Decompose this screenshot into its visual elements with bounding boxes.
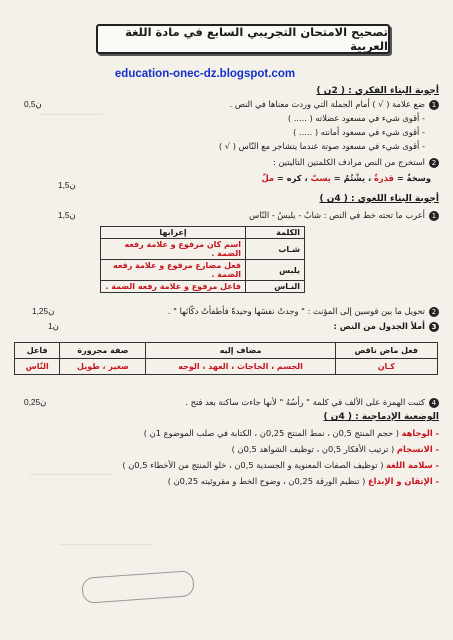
question-mark: 0,25ن bbox=[24, 397, 47, 407]
synonyms-answer: وسخةٌ = قذرةٌ ، يشْتُمُ = يسبّ ، كره = ملّ bbox=[261, 173, 431, 183]
criterion-language: - سلامة اللغة ( توظيف الصفات المعنوية و الجسدية 0,5ن ، خلو المنتج من الأخطاء 0,5ن ) bbox=[122, 460, 439, 470]
answer-word: يسبّ bbox=[310, 173, 331, 183]
stamp-mark bbox=[81, 570, 195, 604]
table-header: إعرابها bbox=[101, 227, 246, 239]
question-mark: 1,5ن bbox=[58, 210, 76, 220]
question-1-1 bbox=[230, 99, 439, 110]
table-header: صفة مجرورة bbox=[60, 343, 146, 359]
question-text: استخرج من النص مرادف الكلمتين التاليتين : bbox=[272, 157, 425, 167]
website-link[interactable]: education-onec-dz.blogspot.com bbox=[114, 68, 296, 80]
table-header: مضاف إليه bbox=[146, 343, 335, 359]
criterion-creativity: - الإتقان و الإبداع ( تنظيم الورقة 0,25ن ، وضوح الخط و مقروئيته 0,25ن ) bbox=[167, 476, 439, 486]
section2-heading: أجوبة البناء اللغوي : ( 4ن ) bbox=[319, 194, 439, 204]
question-text: أملأ الجدول من النص : bbox=[333, 321, 425, 331]
criterion-relevance: - الوجاهة ( حجم المنتج 0,5ن ، نمط المنتج 0,25ن ، الكتابة في صلب الموضوع 1ن ) bbox=[143, 428, 439, 438]
question-text: أعرب ما تحته خط في النص : شابٌ - يلبسُ - النّاس bbox=[249, 210, 425, 220]
bleed-through: ─────────────────── bbox=[60, 540, 152, 549]
bleed-through: ───────────── bbox=[40, 110, 103, 119]
table-row: النـاس فاعل مرفوع و علامة رفعه الضمة . bbox=[101, 281, 305, 293]
number-icon: 3 bbox=[429, 322, 439, 332]
question-mark: 0,5ن bbox=[24, 99, 42, 109]
question-1-2 bbox=[273, 157, 439, 168]
table-row: شـاب اسم كان مرفوع و علامة رفعه الضمة . bbox=[101, 239, 305, 260]
table-header: فاعل bbox=[15, 343, 60, 359]
section3-heading: الوضعية الإدماجية : ( 4ن ) bbox=[323, 412, 439, 422]
section1-heading: أجوبة البناء الفكري : ( 2ن ) bbox=[316, 86, 439, 96]
table-header: الكلمة bbox=[246, 227, 305, 239]
option-2: - أقوى شيء في مسعود أمانته ( ..... ) bbox=[293, 127, 425, 137]
question-2-3 bbox=[333, 321, 439, 332]
criterion-coherence: - الانسجام ( ترتيب الأفكار 0,5ن ، توظيف الشواهد 0,5ن ) bbox=[231, 444, 439, 454]
question-mark: 1,25ن bbox=[32, 306, 55, 316]
question-2-4 bbox=[185, 397, 439, 408]
number-icon: 2 bbox=[429, 158, 439, 168]
exam-title: تصحيح الامتحان التجريبي السابع في مادة اللغة العربية bbox=[96, 24, 390, 54]
table-row: يلبس فعل مضارع مرفوع و علامة رفعه الضمة . bbox=[101, 260, 305, 281]
question-mark: 1,5ن bbox=[58, 180, 76, 190]
option-3: - أقوى شيء في مسعود صوتة عندما يتشاجر مع النّاس ( √ ) bbox=[218, 141, 425, 151]
number-icon: 4 bbox=[429, 398, 439, 408]
table-header: فعل ماض ناقص bbox=[335, 343, 437, 359]
parsing-table bbox=[100, 226, 305, 293]
number-icon: 2 bbox=[429, 307, 439, 317]
question-text: تحويل ما بين قوسين إلى المؤنث : " وجدتُ نفسَها وحيدةً فأطفأتُ دكّانَها " . bbox=[167, 306, 425, 316]
fill-table bbox=[14, 342, 438, 375]
option-1: - أقوى شيء في مسعود عضلاته ( ..... ) bbox=[287, 113, 425, 123]
question-mark: 1ن bbox=[48, 321, 59, 331]
question-text: كتبت الهمزة على الألف في كلمة " رأسُهُ " لأنها جاءت ساكنة بعد فتح . bbox=[185, 397, 425, 407]
answer-word: ملّ bbox=[261, 173, 275, 183]
table-row: كـان الجسم ، الحاجات ، العهد ، الوجه صغير ، طويل النّاس bbox=[15, 359, 438, 375]
question-text: ضع علامة ( √ ) أمام الجملة التي وردت معناها في النص . bbox=[229, 99, 425, 109]
question-2-2 bbox=[168, 306, 439, 317]
number-icon: 1 bbox=[429, 100, 439, 110]
question-2-1 bbox=[249, 210, 439, 221]
bleed-through: ───────────────── bbox=[30, 470, 112, 479]
number-icon: 1 bbox=[429, 211, 439, 221]
answer-word: قذرةٌ bbox=[374, 173, 394, 183]
